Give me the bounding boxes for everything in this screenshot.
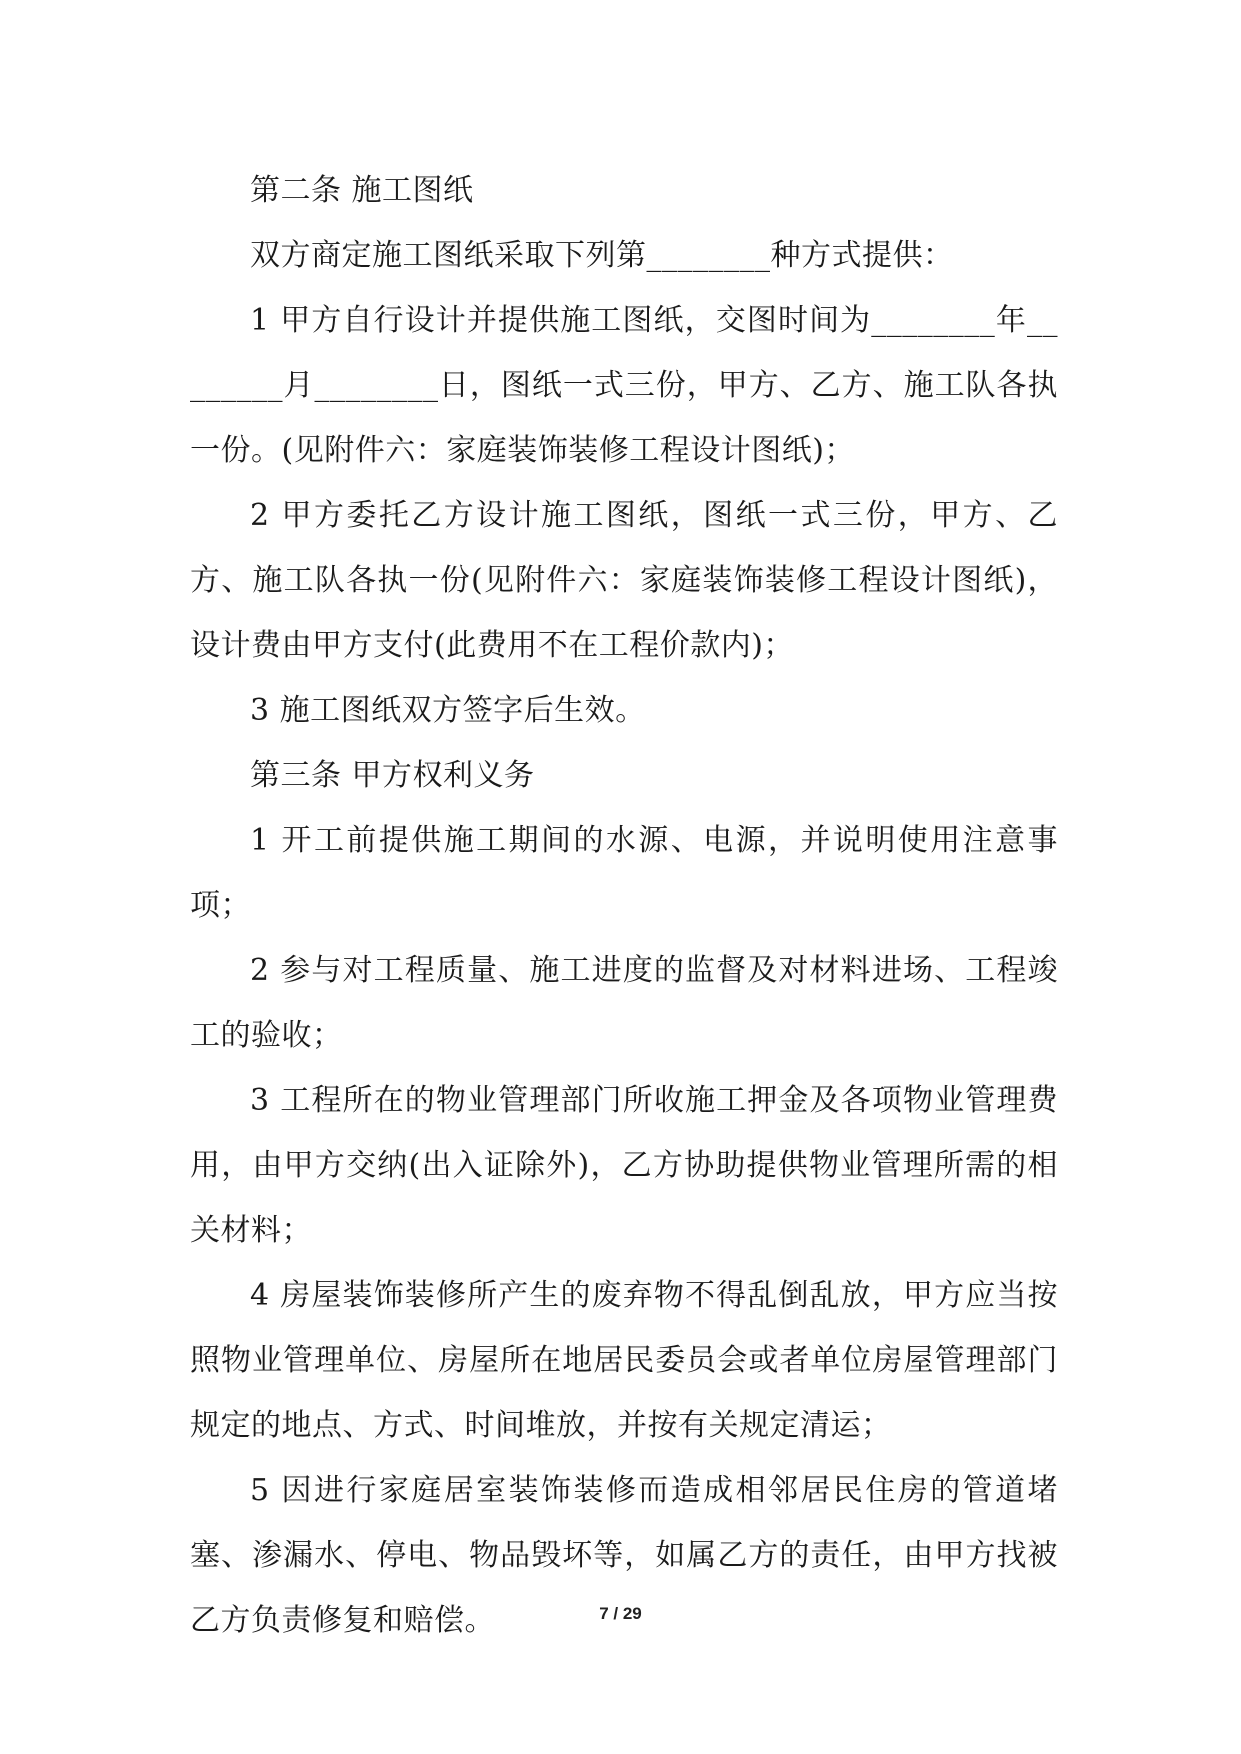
document-body <box>190 158 1058 1653</box>
paragraph-item-1: 1 甲方自行设计并提供施工图纸，交图时间为________年________月________日，图纸一式三份，甲方、乙方、施工队各执一份。(见附件六：家庭装饰装修工程设计图纸)； <box>190 303 1058 468</box>
paragraph-duty-4: 4 房屋装饰装修所产生的废弃物不得乱倒乱放，甲方应当按照物业管理单位、房屋所在地居民委员会或者单位房屋管理部门规定的地点、方式、时间堆放，并按有关规定清运； <box>190 1278 1058 1443</box>
paragraph-duty-1: 1 开工前提供施工期间的水源、电源，并说明使用注意事项； <box>190 823 1058 923</box>
paragraph-item-3: 3 施工图纸双方签字后生效。 <box>250 693 646 728</box>
paragraph-article-3-heading: 第三条 甲方权利义务 <box>250 758 535 793</box>
paragraph-article-2-heading: 第二条 施工图纸 <box>250 173 474 208</box>
paragraph-duty-3: 3 工程所在的物业管理部门所收施工押金及各项物业管理费用，由甲方交纳(出入证除外)，乙方协助提供物业管理所需的相关材料； <box>190 1083 1058 1248</box>
paragraph-drawing-method: 双方商定施工图纸采取下列第________种方式提供： <box>250 238 954 273</box>
paragraph-duty-2: 2 参与对工程质量、施工进度的监督及对材料进场、工程竣工的验收； <box>190 953 1058 1053</box>
page-number: 7 / 29 <box>599 1604 642 1623</box>
paragraph-duty-5: 5 因进行家庭居室装饰装修而造成相邻居民住房的管道堵塞、渗漏水、停电、物品毁坏等，如属乙方的责任，由甲方找被乙方负责修复和赔偿。 <box>190 1473 1058 1638</box>
paragraph-item-2: 2 甲方委托乙方设计施工图纸，图纸一式三份，甲方、乙方、施工队各执一份(见附件六：家庭装饰装修工程设计图纸)，设计费由甲方支付(此费用不在工程价款内)； <box>190 498 1058 663</box>
